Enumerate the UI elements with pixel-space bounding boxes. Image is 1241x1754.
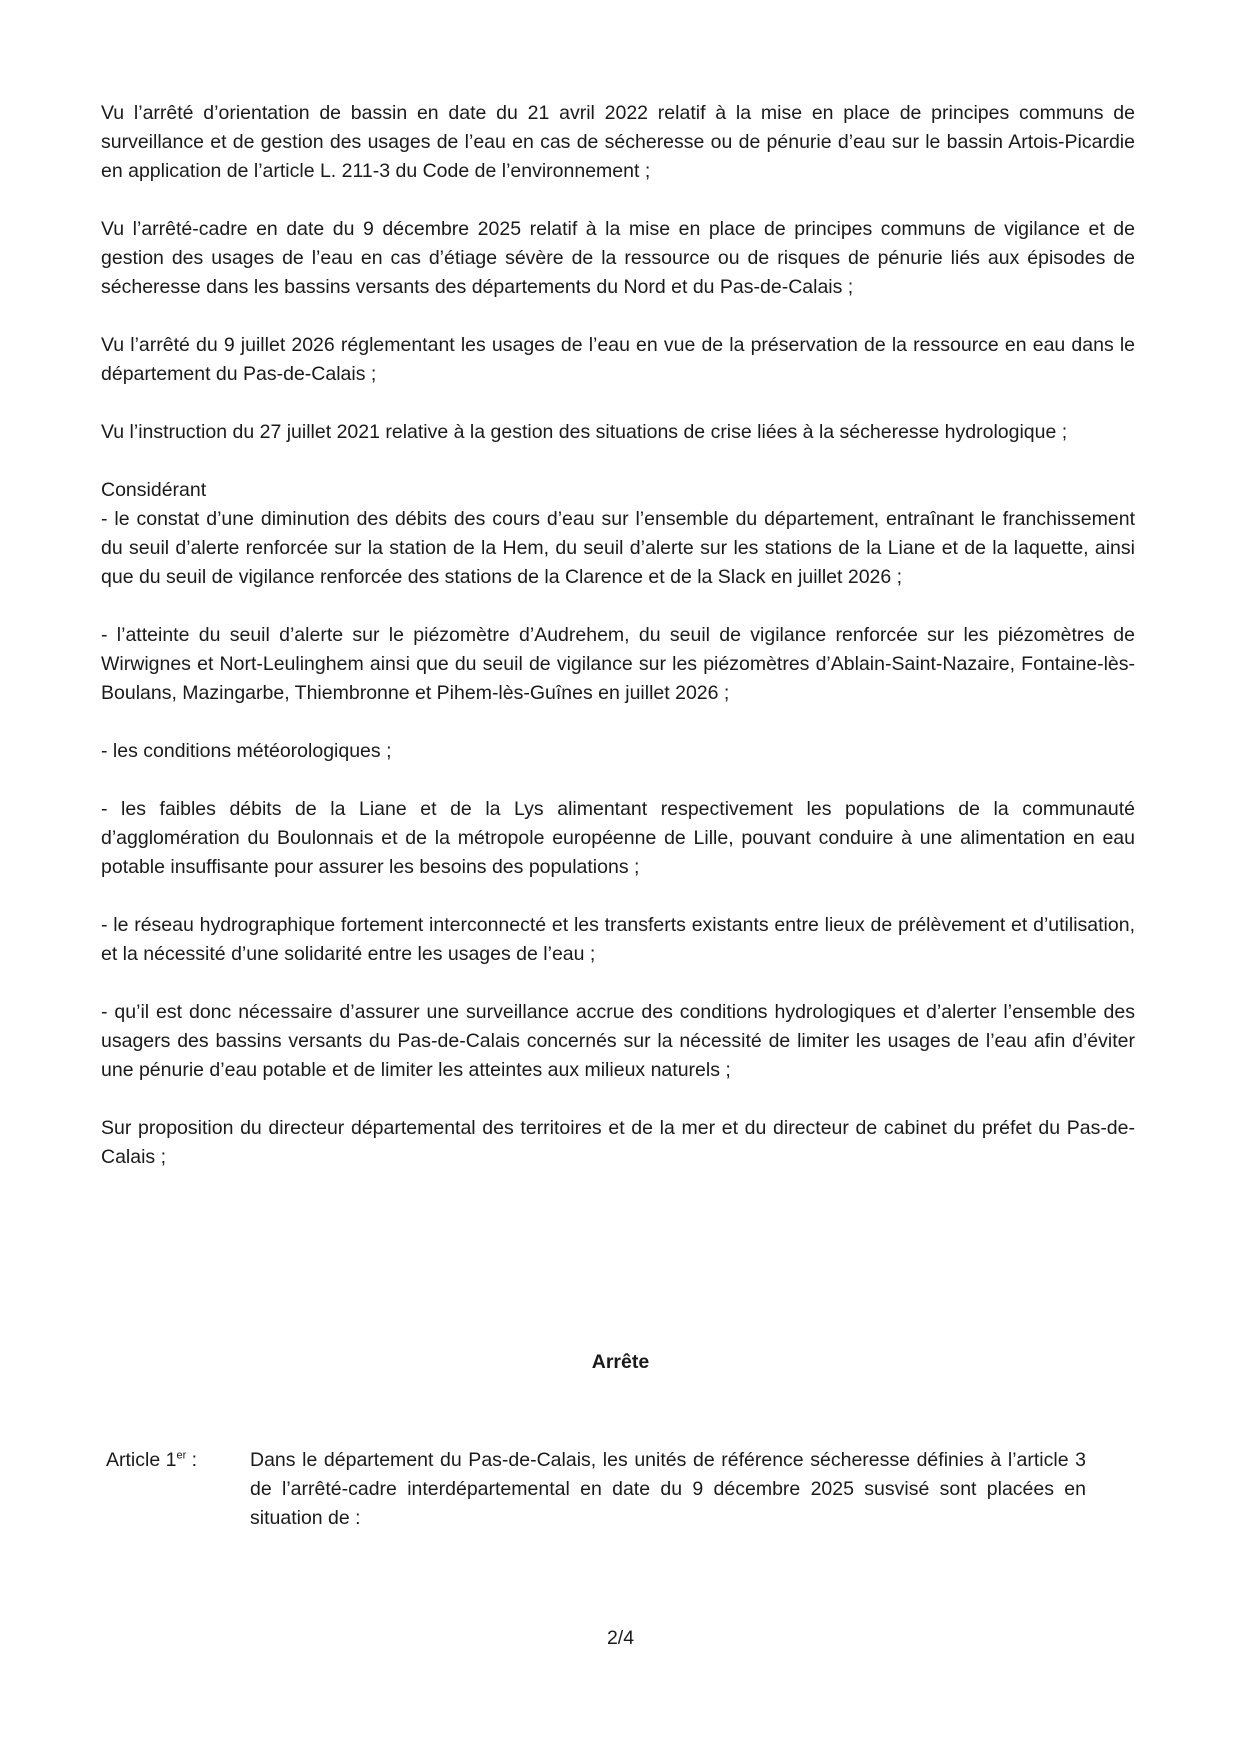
considerant-item-meteo: - les conditions météorologiques ; (101, 740, 392, 762)
article-1-label-sup: er (176, 1449, 187, 1462)
visa-instruction: Vu l’instruction du 27 juillet 2021 relative à la gestion des situations de crise liées à la sécheresse hydrologique ; (101, 421, 1068, 443)
arrete-heading: Arrête (591, 1351, 650, 1373)
article-1-text: Dans le département du Pas-de-Calais, les unités de référence sécheresse définies à l’article 3 de l’arrêté-cadre interdépartemental en date du 9 décembre 2025 susvisé sont placées en situation de : (250, 1449, 1086, 1529)
document-body (101, 99, 1135, 1201)
considerant-item-debits: - le constat d’une diminution des débits des cours d’eau sur l’ensemble du département, entraînant le franchissement du seuil d’alerte renforcée sur la station de la Hem, du seuil d’alerte sur les stations de la Liane et de la laquette, ainsi que du seuil de vigilance renforcée des stations de la Clarence et de la Slack en juillet 2026 ; (101, 508, 1135, 588)
visa-arrete-cadre: Vu l’arrêté-cadre en date du 9 décembre 2025 relatif à la mise en place de principes communs de vigilance et de gestion des usages de l’eau en cas d’étiage sévère de la ressource ou de risques de pénurie liés aux épisodes de sécheresse dans les bassins versants des départements du Nord et du Pas-de-Calais ; (101, 218, 1135, 298)
page-number: 2/4 (606, 1627, 635, 1649)
article-1-label (106, 1446, 246, 1475)
considerant-title: Considérant (101, 479, 207, 501)
considerant-item-piezometres: - l’atteinte du seuil d’alerte sur le piézomètre d’Audrehem, du seuil de vigilance renforcée sur les piézomètres de Wirwignes et Nort-Leulinghem ainsi que du seuil de vigilance sur les piézomètres d’Ablain-Saint-Nazaire, Fontaine-lès-Boulans, Mazingarbe, Thiembronne et Pihem-lès-Guînes en juillet 2026 ; (101, 624, 1135, 704)
considerant-item-faibles-debits: - les faibles débits de la Liane et de la Lys alimentant respectivement les populations de la communauté d’agglomération du Boulonnais et de la métropole européenne de Lille, pouvant conduire à une alimentation en eau potable insuffisante pour assurer les besoins des populations ; (101, 798, 1135, 878)
proposition-paragraph: Sur proposition du directeur départemental des territoires et de la mer et du directeur de cabinet du préfet du Pas-de-Calais ; (101, 1117, 1135, 1168)
article-1-label-main: Article 1 (106, 1449, 177, 1471)
visa-arrete-orientation-bassin: Vu l’arrêté d’orientation de bassin en date du 21 avril 2022 relatif à la mise en place de principes communs de surveillance et de gestion des usages de l’eau en cas de sécheresse ou de pénurie d’eau sur le bassin Artois-Picardie en application de l’article L. 211-3 du Code de l’environnement ; (101, 102, 1135, 182)
article-1-label-suffix: : (186, 1449, 198, 1471)
considerant-item-surveillance: - qu’il est donc nécessaire d’assurer une surveillance accrue des conditions hydrologiques et d’alerter l’ensemble des usagers des bassins versants du Pas-de-Calais concernés sur la nécessité de limiter les usages de l’eau afin d’éviter une pénurie d’eau potable et de limiter les atteintes aux milieux naturels ; (101, 1001, 1135, 1081)
considerant-item-reseau: - le réseau hydrographique fortement interconnecté et les transferts existants entre lieux de prélèvement et d’utilisation, et la nécessité d’une solidarité entre les usages de l’eau ; (101, 914, 1135, 965)
visa-arrete-juillet: Vu l’arrêté du 9 juillet 2026 réglementant les usages de l’eau en vue de la préservation de la ressource en eau dans le département du Pas-de-Calais ; (101, 334, 1135, 385)
